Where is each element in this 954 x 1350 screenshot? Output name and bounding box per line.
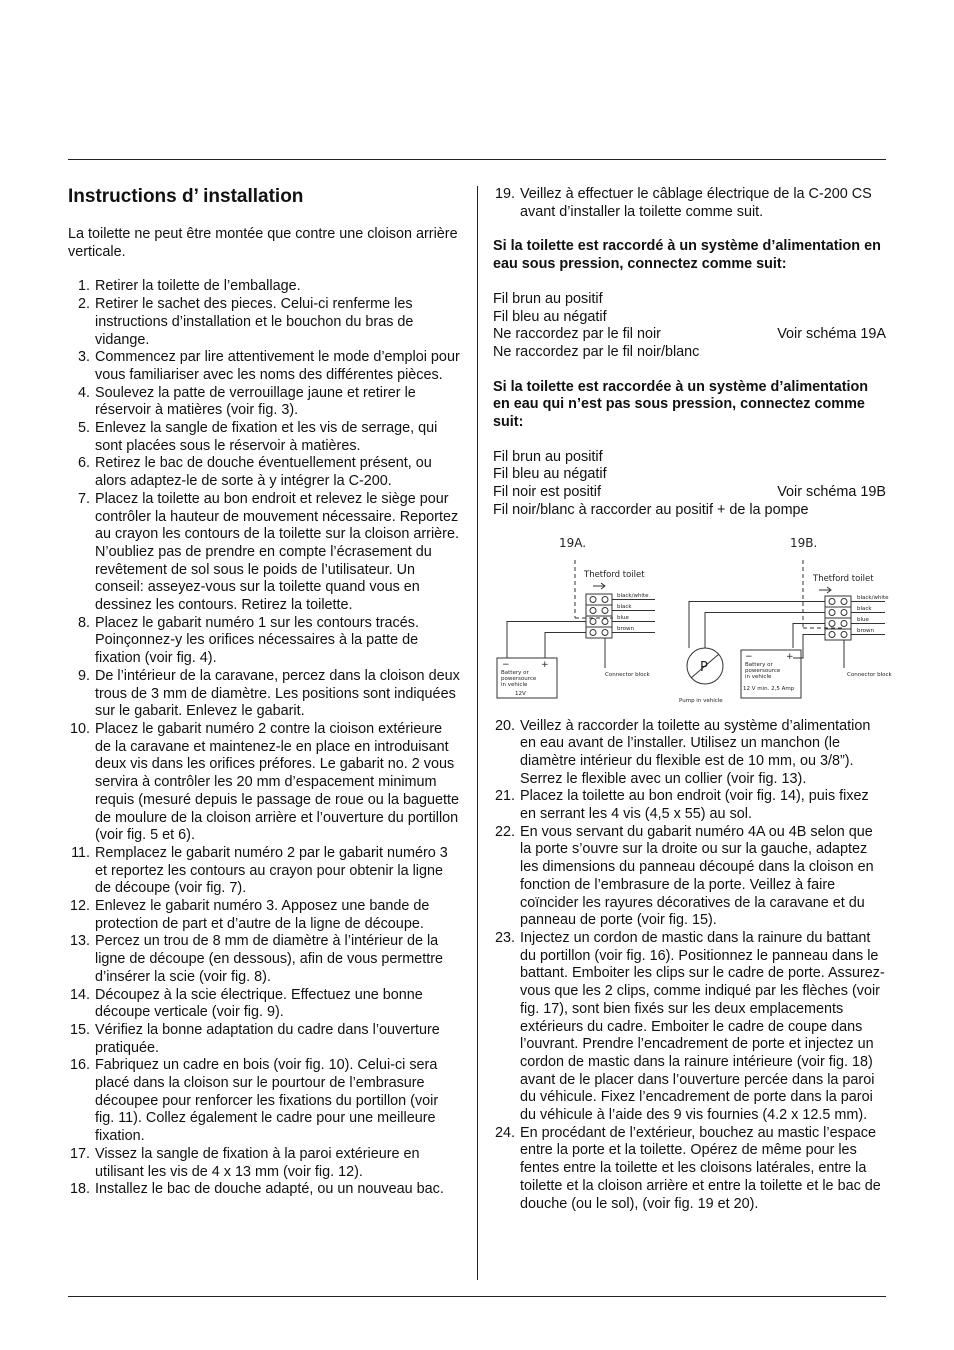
wiring-diagrams: [493, 535, 892, 708]
pump-letter: P: [700, 659, 708, 675]
step-item: 8. Placez le gabarit numéro 1 sur les contours tracés. Poinçonnez-y les orifices nécessaires à la patte de fixation (voir fig. 4).: [77, 614, 419, 667]
wiring-line: Fil noir/blanc à raccorder au positif + de la pompe: [493, 501, 809, 518]
intro-paragraph: La toilette ne peut être montée que contre une cloison arrière verticale.: [68, 226, 458, 260]
pressurized-heading: Si la toilette est raccordé à un système d’alimentation en eau sous pression, connectez comme suit:: [493, 238, 881, 273]
diagram-19b-label: 19B.: [790, 535, 818, 550]
step-item: 2. Retirer le sachet des pieces. Celui-ci renferme les instructions d’installation et le bouchon du bras de vidange.: [77, 296, 414, 348]
terminal-screw-icon: [602, 596, 608, 602]
wire-line: [793, 634, 825, 658]
terminal-screw-icon: [590, 629, 596, 635]
page-heading: Instructions d’ installation: [68, 186, 304, 207]
step-item: 17. Vissez la sangle de fixation à la paroi extérieure en utilisant les vis de 4 x 13 mm (voir fig. 12).: [69, 1145, 420, 1180]
battery-label: powersource: [501, 675, 537, 682]
step-item: 22. En vous servant du gabarit numéro 4A ou 4B selon que la porte s’ouvre sur la droite ou sur la gauche, adaptez les dimensions du panneau découpé dans la cloison en fonction de l’embrasure de la porte. Veillez à faire coïncider les rayures décoratives de la caravane et du panneau de porte (voir fig. 15).: [494, 823, 874, 929]
right-column: [493, 186, 892, 1213]
step-item: 24. En procédant de l’extérieur, bouchez au mastic l’espace entre la porte et la toilette. Opérez de même pour les fentes entre la toilette et les cloisons latérales, entre la toilette et la cloison arrière et entre la toilette et le bac de douche (ou le sol), (voir fig. 19 et 20).: [494, 1124, 881, 1212]
wiring-line: Ne raccordez par le fil noir: [493, 326, 661, 343]
connector-label: Connector block: [847, 671, 892, 678]
terminal-screw-icon: [590, 607, 596, 613]
terminal-screw-icon: [841, 631, 847, 637]
minus-sign: −: [502, 659, 510, 670]
terminal-screw-icon: [829, 609, 835, 615]
wiring-line: Fil brun au positif: [493, 448, 603, 465]
diagram-19a-label: 19A.: [559, 535, 587, 550]
step-item: 23. Injectez un cordon de mastic dans la rainure du battant du portillon (voir fig. 16). Positionnez le panneau dans le battant. Emboiter les clips sur le cadre de porte. Assurez-vous que les 2 clips, comme indiqué par les flèches (voir fig. 17), sont bien fixés sur les deux emplacements extérieurs du cadre. Emboiter le cadre de coupe dans l’ouvrant. Prendre l’encadrement de porte et injectez un cordon de mastic dans la rainure intérieure (voir fig. 18) avant de le placer dans l’ouverture percée dans la paroi du véhicule. Fixez l’encadrement de porte dans la paroi du véhicule à l’aide des 9 vis fournies (4.2 x 12.5 mm).: [494, 929, 885, 1124]
step-item: 7. Placez la toilette au bon endroit et relevez le siège pour contrôler la hauteur de mouvement nécessaire. Reportez au crayon les contours de la toilette sur la cloison arrière. N’oubliez pas de prendre en compte l’écrasement du revêtement de sol sous le poids de l’utilisateur. Un conseil: asseyez-vous sur la toilette quand vous en dessinez les contours. Retirez la toilette.: [77, 490, 459, 614]
wire-label: blue: [617, 614, 629, 621]
column-divider: [477, 186, 478, 1280]
battery-label: in vehicle: [501, 681, 528, 688]
terminal-screw-icon: [590, 618, 596, 624]
battery-label: Battery or: [745, 661, 773, 668]
toilet-label: Thetford toilet: [584, 569, 645, 580]
wire-label: black/white: [857, 594, 889, 601]
wiring-row: [493, 484, 886, 502]
terminal-screw-icon: [829, 631, 835, 637]
wiring-row: [493, 326, 886, 344]
step-item: 6. Retirez le bac de douche éventuellement présent, ou alors adaptez-le de sorte à y intégrer la C-200.: [77, 455, 432, 490]
wire-line: [545, 632, 586, 658]
step-item: 3. Commencez par lire attentivement le mode d’emploi pour vous familiariser avec les noms des différentes pièces.: [77, 349, 460, 383]
step-item: 14. Découpez à la scie électrique. Effectuez une bonne découpe verticale (voir fig. 9).: [69, 986, 423, 1021]
step-item: 20. Veillez à raccorder la toilette au système d’alimentation en eau avant de l’installer. Utilisez un manchon (le diamètre intérieur du flexible est de 10 mm, ou 3/8”). Serrez le flexible avec un collier (voir fig. 13).: [494, 717, 871, 787]
step-item: 13. Percez un trou de 8 mm de diamètre à l’intérieur de la ligne de découpe (en dessous), afin de vous permettre d’insérer la scie (voir fig. 8).: [69, 933, 443, 985]
step-item: 4. Soulevez la patte de verrouillage jaune et retirer le réservoir à matières (voir fig. 3).: [77, 384, 416, 419]
step-item: 19. Veillez à effectuer le câblage électrique de la C-200 CS avant d’installer la toilette comme suit.: [494, 186, 872, 220]
bottom-rule: [68, 1296, 886, 1297]
terminal-screw-icon: [602, 629, 608, 635]
wire-label: black: [857, 605, 872, 612]
unpressurized-wiring: [493, 449, 886, 520]
wiring-line: Fil noir est positif: [493, 484, 601, 501]
unpressurized-heading: Si la toilette est raccordée à un système d’alimentation en eau qui n’est pas sous pression, connectez comme suit:: [493, 378, 869, 431]
left-column: [68, 186, 460, 1199]
step-item: 1. Retirer la toilette de l’emballage.: [77, 278, 301, 295]
battery-voltage-label: 12 V min. 2,5 Amp: [743, 685, 795, 692]
step-19-list: [493, 186, 886, 221]
wire-label: blue: [857, 616, 869, 623]
wire-line: [507, 621, 586, 658]
step-item: 9. De l’intérieur de la caravane, percez dans la cloison deux trous de 3 mm de diamètre. Les positions sont indiquées sur le gabarit. Enlevez le gabarit.: [77, 667, 460, 720]
toilet-label: Thetford toilet: [813, 573, 874, 584]
wiring-diagram-svg: [493, 535, 892, 708]
battery-label: Battery or: [501, 669, 529, 676]
top-rule: [68, 159, 886, 160]
terminal-screw-icon: [829, 620, 835, 626]
wiring-line: Fil brun au positif: [493, 290, 603, 307]
wire-label: black: [617, 603, 632, 610]
wiring-line: Ne raccordez par le fil noir/blanc: [493, 343, 700, 360]
wiring-line: Fil bleu au négatif: [493, 466, 607, 483]
terminal-screw-icon: [841, 609, 847, 615]
step-item: 21. Placez la toilette au bon endroit (voir fig. 14), puis fixez en serrant les 4 vis (4,5 x 55) au sol.: [494, 788, 869, 823]
plus-sign: +: [541, 659, 549, 670]
plus-sign: +: [786, 651, 794, 662]
wire-label: brown: [857, 627, 874, 634]
pump-label: Pump in vehicle: [679, 697, 723, 704]
schema-reference: Voir schéma 19B: [777, 484, 886, 501]
schema-reference: Voir schéma 19A: [777, 326, 886, 343]
battery-label: in vehicle: [745, 673, 772, 680]
terminal-screw-icon: [602, 618, 608, 624]
connector-label: Connector block: [605, 671, 650, 678]
terminal-screw-icon: [602, 607, 608, 613]
steps-list-left: [68, 278, 460, 1199]
wire-line: [705, 612, 825, 648]
wire-line: [689, 601, 825, 648]
terminal-screw-icon: [829, 598, 835, 604]
step-item: 18. Installez le bac de douche adapté, ou un nouveau bac.: [69, 1181, 444, 1198]
step-item: 15. Vérifiez la bonne adaptation du cadre dans l’ouverture pratiquée.: [69, 1021, 440, 1056]
battery-label: powersource: [745, 667, 781, 674]
step-item: 11. Remplacez le gabarit numéro 2 par le gabarit numéro 3 et reportez les contours au crayon pour obtenir la ligne de découpe (voir fig. 7).: [71, 844, 448, 897]
step-item: 16. Fabriquez un cadre en bois (voir fig. 10). Celui-ci sera placé dans la cloison sur le pourtour de l’embrasure découpee pour renforcer les fixations du portillon (voir fig. 11). Collez également le cadre pour une meilleure fixation.: [69, 1057, 439, 1145]
terminal-screw-icon: [590, 596, 596, 602]
wire-line: [793, 623, 825, 648]
pressurized-wiring: [493, 291, 886, 362]
battery-voltage-label: 12V: [515, 690, 526, 697]
terminal-screw-icon: [841, 620, 847, 626]
wire-label: brown: [617, 625, 634, 632]
step-item: 5. Enlevez la sangle de fixation et les vis de serrage, qui sont placées sous le réservoir à matières.: [77, 420, 438, 454]
terminal-screw-icon: [841, 598, 847, 604]
wiring-line: Fil bleu au négatif: [493, 308, 607, 325]
step-item: 12. Enlevez le gabarit numéro 3. Apposez une bande de protection de part et d’autre de la ligne de découpe.: [69, 898, 430, 932]
minus-sign: −: [745, 651, 753, 662]
steps-list-right: [493, 718, 886, 1214]
wire-label: black/white: [617, 592, 649, 599]
step-item: 10. Placez le gabarit numéro 2 contre la cioison extérieure de la caravane et maintenez-le en place en introduisant deux vis dans les orifices préfores. Le gabarit no. 2 vous servira à contrôler les 20 mm d’espacement minimum requis (mesuré depuis le passage de roue ou la baguette de moulure de la cloison arrière et l’ouverture du portillon (voir fig. 5 et 6).: [69, 720, 460, 844]
